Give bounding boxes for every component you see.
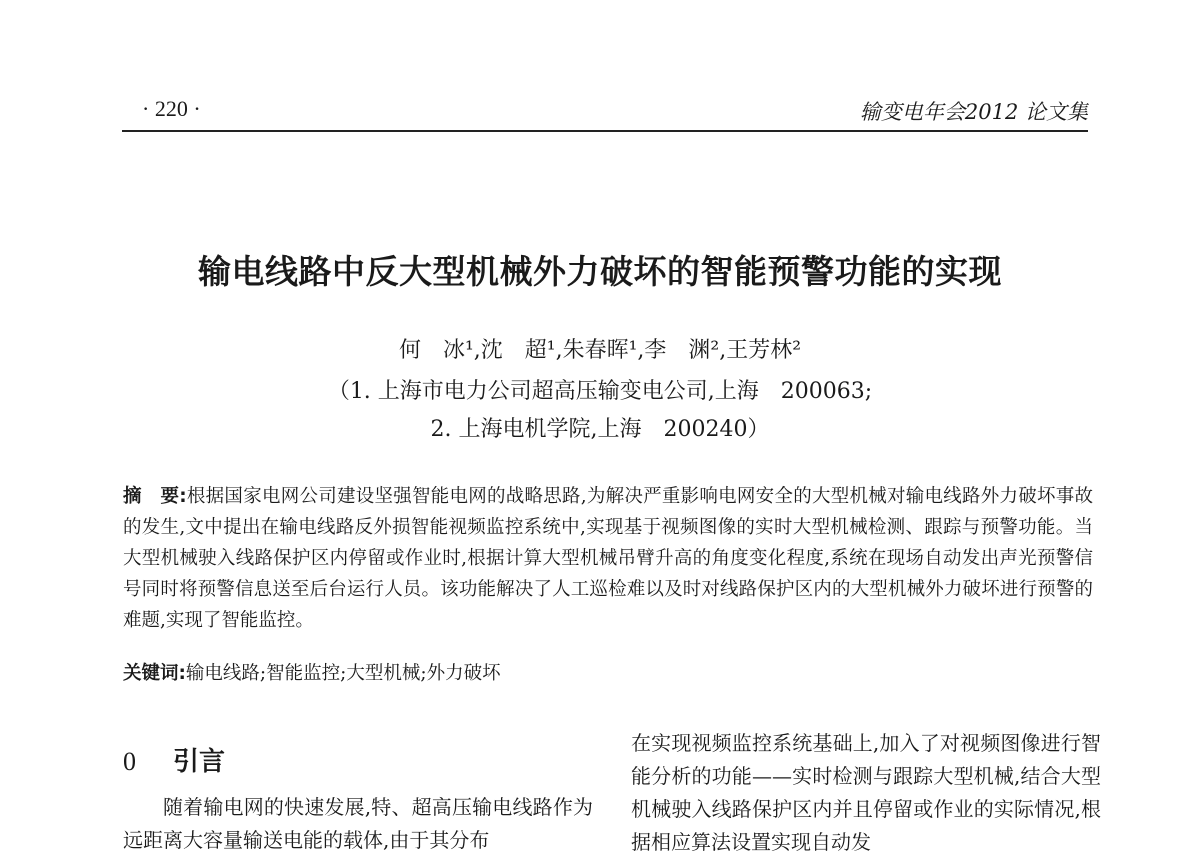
- author-list: 何 冰¹,沈 超¹,朱春晖¹,李 渊²,王芳林²: [398, 338, 802, 363]
- abstract-label: 摘 要:: [123, 486, 187, 507]
- section-title: 引言: [173, 747, 226, 777]
- body-left-column: 随着输电网的快速发展,特、超高压输电线路作为远距离大容量输送电能的载体,由于其分布: [123, 795, 593, 852]
- body-right-column: 在实现视频监控系统基础上,加入了对视频图像进行智能分析的功能——实时检测与跟踪大型机械,结合大型机械驶入线路保护区内并且停留或作业的实际情况,根据相应算法设置实现自动发: [631, 731, 1101, 854]
- page-number: · 220 ·: [142, 96, 201, 121]
- abstract: [123, 481, 1093, 636]
- journal-title: 输变电年会2012 论文集: [859, 100, 1088, 124]
- header-rule: [122, 130, 1088, 132]
- section-number: 0: [123, 747, 136, 776]
- running-header: [122, 92, 1088, 132]
- paper-title: 输电线路中反大型机械外力破坏的智能预警功能的实现: [198, 252, 1002, 291]
- affiliation-2: 2. 上海电机学院,上海 200240）: [430, 417, 770, 442]
- section-heading: [123, 741, 225, 778]
- keywords-label: 关键词:: [123, 663, 186, 684]
- abstract-text: 根据国家电网公司建设坚强智能电网的战略思路,为解决严重影响电网安全的大型机械对输电线路外力破坏事故的发生,文中提出在输电线路反外损智能视频监控系统中,实现基于视频图像的实时大型机械检测、跟踪与预警功能。当大型机械驶入线路保护区内停留或作业时,根据计算大型机械吊臂升高的角度变化程度,系统在现场自动发出声光预警信号同时将预警信息送至后台运行人员。该功能解决了人工巡检难以及时对线路保护区内的大型机械外力破坏进行预警的难题,实现了智能监控。: [123, 486, 1093, 631]
- affiliation-1: （1. 上海市电力公司超高压输变电公司,上海 200063;: [327, 379, 873, 404]
- keywords: [123, 658, 1093, 689]
- keywords-text: 输电线路;智能监控;大型机械;外力破坏: [185, 663, 501, 684]
